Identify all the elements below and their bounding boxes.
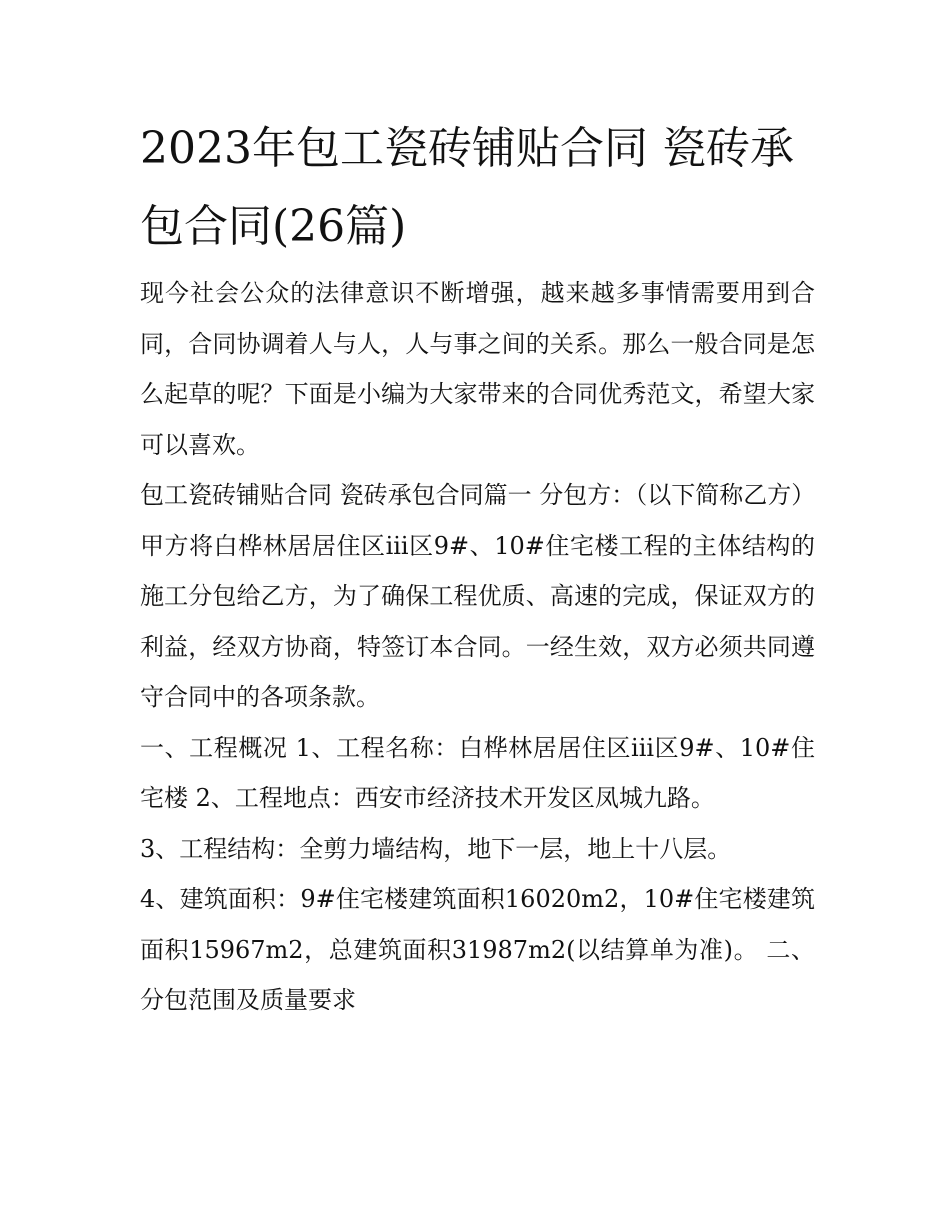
project-overview-paragraph: 一、工程概况 1、工程名称：白桦林居居住区iii区9#、10#住宅楼 2、工程地点：西安市经济技术开发区凤城九路。 <box>140 733 815 812</box>
section-heading-paragraph: 包工瓷砖铺贴合同 瓷砖承包合同篇一 分包方：（以下简称乙方） <box>140 481 816 509</box>
contract-scope-paragraph: 甲方将白桦林居居住区iii区9#、10#住宅楼工程的主体结构的施工分包给乙方，为了确保工程优质、高速的完成，保证双方的利益，经双方协商，特签订本合同。一经生效，双方必须共同遵守合同中的各项条款。 <box>140 531 815 711</box>
document-title: 2023年包工瓷砖铺贴合同 瓷砖承包合同(26篇) <box>140 123 794 252</box>
project-structure-paragraph: 3、工程结构：全剪力墙结构，地下一层，地上十八层。 <box>140 834 732 863</box>
intro-paragraph: 现今社会公众的法律意识不断增强，越来越多事情需要用到合同，合同协调着人与人，人与事之间的关系。那么一般合同是怎么起草的呢？下面是小编为大家带来的合同优秀范文，希望大家可以喜欢。 <box>140 279 815 459</box>
building-area-paragraph: 4、建筑面积：9#住宅楼建筑面积16020m2，10#住宅楼建筑面积15967m2，总建筑面积31987m2(以结算单为准)。 二、分包范围及质量要求 <box>140 885 815 1014</box>
document-page <box>140 110 815 1026</box>
